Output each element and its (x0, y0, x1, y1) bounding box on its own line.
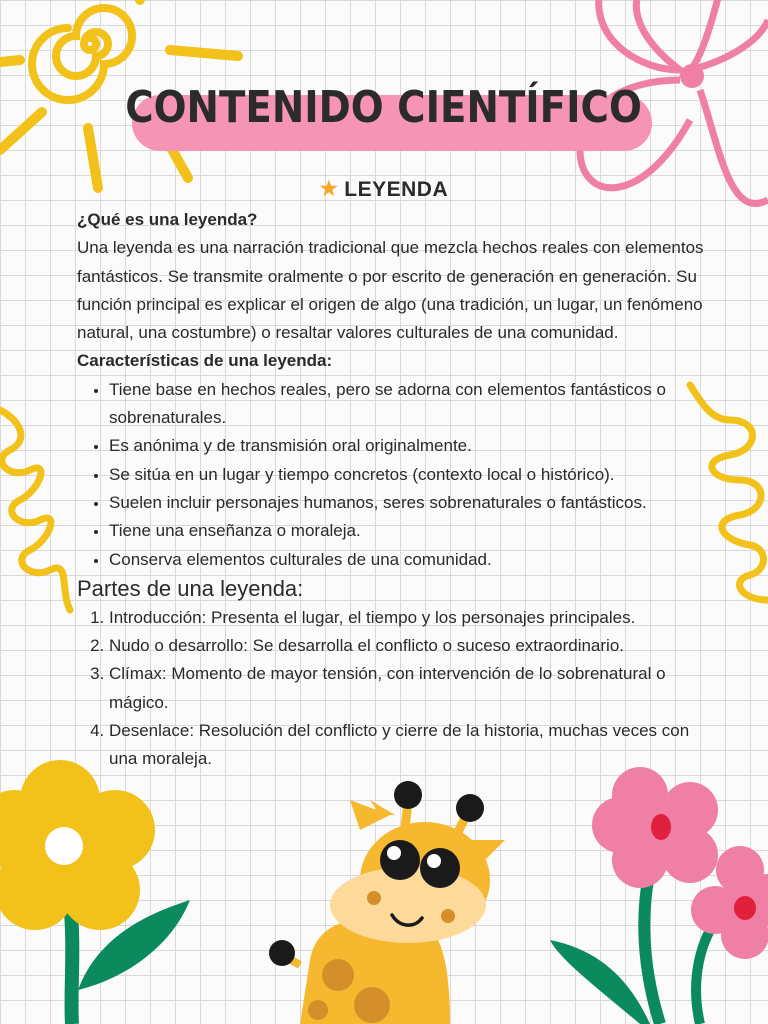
list-item: • Suelen incluir personajes humanos, seres sobrenaturales o fantásticos. (109, 489, 717, 517)
list-item: • Es anónima y de transmisión oral originalmente. (109, 432, 717, 460)
list-item: 3. Clímax: Momento de mayor tensión, con intervención de lo sobrenatural o mágico. (109, 660, 717, 717)
list-item: • Conserva elementos culturales de una comunidad. (109, 546, 717, 574)
characteristics-heading: Características de una leyenda: (77, 351, 333, 371)
parts-list (77, 604, 717, 774)
yellow-coil-left-icon (0, 410, 70, 610)
section-subtitle (0, 176, 768, 202)
star-icon: ★ (319, 178, 339, 200)
list-item: 4. Desenlace: Resolución del conflicto y cierre de la historia, muchas veces con una moraleja. (109, 717, 717, 774)
list-item: • Tiene base en hechos reales, pero se adorna con elementos fantásticos o sobrenaturales. (109, 376, 717, 433)
content-body (77, 206, 717, 774)
characteristics-list (77, 376, 717, 574)
subtitle-text: LEYENDA (344, 178, 449, 201)
list-item: • Tiene una enseñanza o moraleja. (109, 517, 717, 545)
list-item: 1. Introducción: Presenta el lugar, el tiempo y los personajes principales. (109, 604, 717, 632)
question-heading: ¿Qué es una leyenda? (77, 210, 258, 229)
list-item: • Se sitúa en un lugar y tiempo concretos (contexto local o histórico). (109, 461, 717, 489)
pink-flower-icon (550, 767, 768, 1024)
page-title: CONTENIDO CIENTÍFICO (125, 82, 643, 133)
giraffe-icon (269, 781, 505, 1024)
yellow-flower-icon (0, 760, 190, 1024)
definition-paragraph: Una leyenda es una narración tradicional que mezcla hechos reales con elementos fantásticos. Se transmite oralmente o por escrito de generación en generación. Su función principal es explicar el origen de algo (una tradición, un lugar, un fenómeno natural, una costumbre) o resaltar valores culturales de una comunidad. (77, 238, 704, 343)
list-item: 2. Nudo o desarrollo: Se desarrolla el conflicto o suceso extraordinario. (109, 632, 717, 660)
parts-heading: Partes de una leyenda: (77, 575, 304, 601)
